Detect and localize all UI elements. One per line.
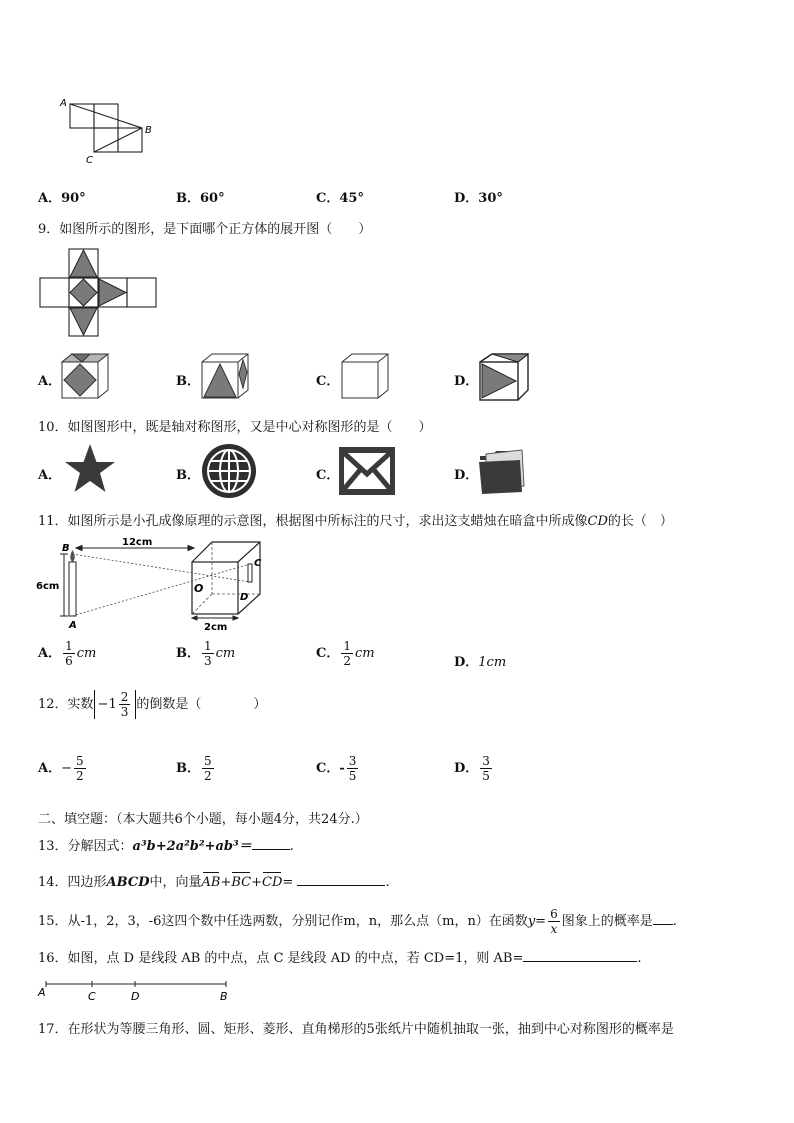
q16-stem: 16．如图，点 D 是线段 AB 的中点，点 C 是线段 AD 的中点，若 CD=1，则 AB= . [38, 951, 642, 966]
q17-stem: 17．在形状为等腰三角形、圆、矩形、菱形、直角梯形的5张纸片中随机抽取一张，抽到中心对称图形的概率是 [38, 1022, 674, 1037]
q12-stem: 12．实数 −1 $\frac{2}{3}$ 的倒数是（ ） [38, 690, 267, 719]
q9-cube-d [478, 352, 532, 402]
q9-net-figure [40, 248, 156, 338]
q11-stem: 11．如图所示是小孔成像原理的示意图，根据图中所标注的尺寸，求出这支蜡烛在暗盒中所成像CD的长（ ） [38, 514, 673, 529]
q11-option-d[interactable]: D．1cm [454, 655, 507, 670]
q11-pinhole-figure [36, 536, 268, 632]
folder-icon [476, 446, 528, 496]
q10-option-c[interactable]: C． [316, 468, 340, 483]
q16-label-d: D [131, 990, 140, 1003]
q11-option-b[interactable]: B． $\frac{1}{3}$ cm [176, 639, 236, 668]
q14-answer-blank[interactable] [297, 873, 385, 886]
q10-stem: 10．如图图形中，既是轴对称图形，又是中心对称图形的是（ ） [38, 420, 432, 435]
section-heading: 二、填空题：（本大题共6个小题，每小题4分，共24分.） [38, 812, 368, 827]
q16-answer-blank[interactable] [523, 949, 637, 962]
q12-option-a[interactable]: A．− $\frac{5}{2}$ [38, 754, 84, 783]
q9-cube-c [340, 352, 392, 402]
q8-option-c[interactable]: C．45° [316, 191, 364, 206]
q9-option-a[interactable]: A． [38, 374, 62, 389]
q8-label-a: A [60, 98, 67, 109]
q8-label-b: B [145, 125, 152, 136]
q8-option-a[interactable]: A．90° [38, 191, 86, 206]
q10-option-d[interactable]: D． [454, 468, 479, 483]
q15-stem: 15．从-1，2，3，-6这四个数中任选两数，分别记作m，n，那么点（m，n）在函数y= $\frac{6}{x}$ 图象上的概率是 . [38, 907, 677, 936]
q11-label-o: O [194, 582, 204, 595]
q10-option-b[interactable]: B． [176, 468, 200, 483]
q13-stem: 13．分解因式：a³b+2a²b²+ab³＝ . [38, 839, 294, 854]
q8-option-d[interactable]: D．30° [454, 191, 503, 206]
q11-option-c[interactable]: C． $\frac{1}{2}$ cm [316, 639, 375, 668]
q16-label-c: C [88, 990, 96, 1003]
q9-cube-a [60, 352, 112, 402]
q16-label-a: A [38, 986, 46, 999]
q12-option-c[interactable]: C．- $\frac{3}{5}$ [316, 754, 357, 783]
q8-option-b[interactable]: B．60° [176, 191, 225, 206]
q11-label-height: 6cm [36, 581, 60, 592]
q9-option-b[interactable]: B． [176, 374, 200, 389]
q9-option-c[interactable]: C． [316, 374, 340, 389]
q11-option-a[interactable]: A． $\frac{1}{6}$ cm [38, 639, 97, 668]
q12-option-d[interactable]: D． $\frac{3}{5}$ [454, 754, 490, 783]
q10-option-a[interactable]: A． [38, 468, 62, 483]
envelope-icon [338, 446, 396, 496]
globe-icon [200, 442, 258, 500]
q11-label-a: A [69, 620, 77, 631]
q11-label-depth: 2cm [204, 622, 228, 633]
q9-stem: 9．如图所示的图形，是下面哪个正方体的展开图（ ） [38, 222, 372, 237]
q9-cube-b [200, 352, 252, 402]
q14-stem: 14．四边形ABCD中，向量AB+BC+CD= . [38, 875, 390, 890]
q16-segment-figure [36, 976, 236, 1004]
q11-label-d: D [240, 592, 249, 603]
q8-figure [58, 96, 168, 166]
q11-label-dist: 12cm [122, 537, 153, 548]
q15-answer-blank[interactable] [653, 912, 673, 925]
star-icon [62, 442, 118, 496]
q11-label-c: C [254, 558, 262, 569]
q12-option-b[interactable]: B． $\frac{5}{2}$ [176, 754, 212, 783]
q16-label-b: B [220, 990, 228, 1003]
q13-answer-blank[interactable] [252, 837, 290, 850]
q11-label-b: B [62, 543, 70, 554]
q8-label-c: C [86, 155, 93, 166]
q9-option-d[interactable]: D． [454, 374, 479, 389]
